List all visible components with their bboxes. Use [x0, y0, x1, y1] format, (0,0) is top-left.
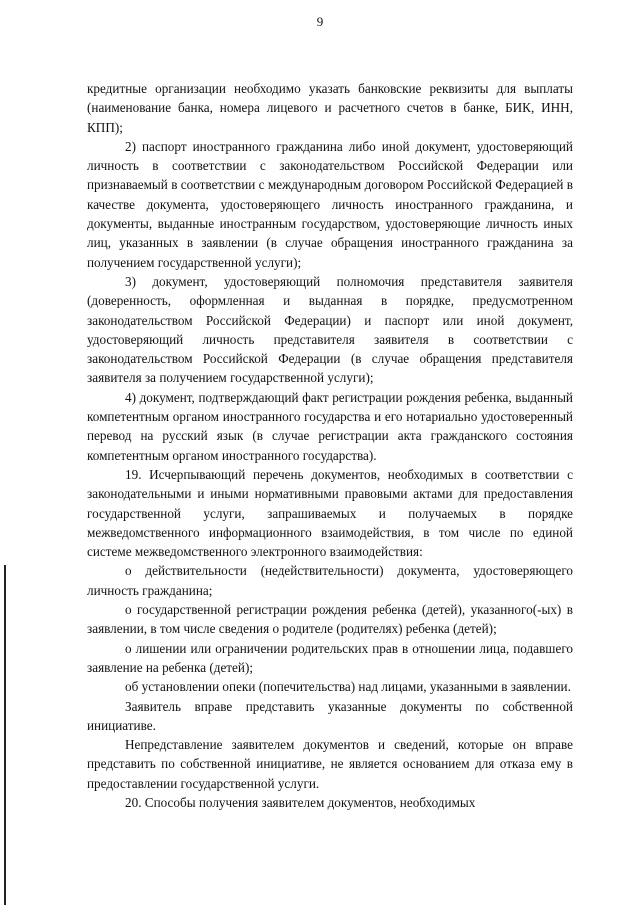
paragraph-6: о действительности (недействительности) документа, удостоверяющего личность гражданина;	[87, 563, 573, 598]
document-body	[87, 79, 573, 812]
paragraph-1: кредитные организации необходимо указать банковские реквизиты для выплаты (наименование банка, номера лицевого и расчетного счетов в банке, БИК, ИНН, КПП);	[87, 81, 573, 135]
paragraph-5: 19. Исчерпывающий перечень документов, необходимых в соответствии с законодательными и иными нормативными правовыми актами для предоставления государственной услуги, запрашиваемых и получаемых в порядке межведомственного информационного взаимодействия, в том числе по единой системе межведомственного электронного взаимодействия:	[87, 466, 573, 560]
paragraph-4: 4) документ, подтверждающий факт регистрации рождения ребенка, выданный компетентным органом иностранного государства и его нотариально удостоверенный перевод на русский язык (в случае регистрации акта гражданского состояния компетентным органом иностранного государства).	[87, 389, 573, 463]
paragraph-3: 3) документ, удостоверяющий полномочия представителя заявителя (доверенность, оформленная и выданная в порядке, предусмотренном законодательством Российской Федерации) и паспорт или иной документ, удостоверяющий личность представителя заявителя в соответствии с законодательством Российской Федерации (в случае обращения представителя заявителя за получением государственной услуги);	[87, 273, 573, 386]
paragraph-7: о государственной регистрации рождения ребенка (детей), указанного(-ых) в заявлении, в том числе сведения о родителе (родителях) ребенка (детей);	[87, 602, 573, 637]
paragraph-9: об установлении опеки (попечительства) над лицами, указанными в заявлении.	[125, 679, 571, 695]
paragraph-11: Непредставление заявителем документов и сведений, которые он вправе представить по собственной инициативе, не является основанием для отказа ему в предоставлении государственной услуги.	[87, 737, 573, 791]
paragraph-2: 2) паспорт иностранного гражданина либо иной документ, удостоверяющий личность в соответствии с законодательством Российской Федерации или признаваемый в соответствии с международным договором Российской Федерацией в качестве документа, удостоверяющего личность иностранного гражданина, и документы, выданные иностранным государством, удостоверяющие личность иных лиц, указанных в заявлении (в случае обращения иностранного гражданина за получением государственной услуги);	[87, 138, 573, 270]
margin-scan-line	[4, 565, 6, 905]
paragraph-12: 20. Способы получения заявителем документов, необходимых	[125, 794, 476, 810]
paragraph-10: Заявитель вправе представить указанные документы по собственной инициативе.	[87, 698, 573, 733]
paragraph-8: о лишении или ограничении родительских прав в отношении лица, подавшего заявление на ребенка (детей);	[87, 640, 573, 675]
page-number: 9	[316, 14, 324, 29]
